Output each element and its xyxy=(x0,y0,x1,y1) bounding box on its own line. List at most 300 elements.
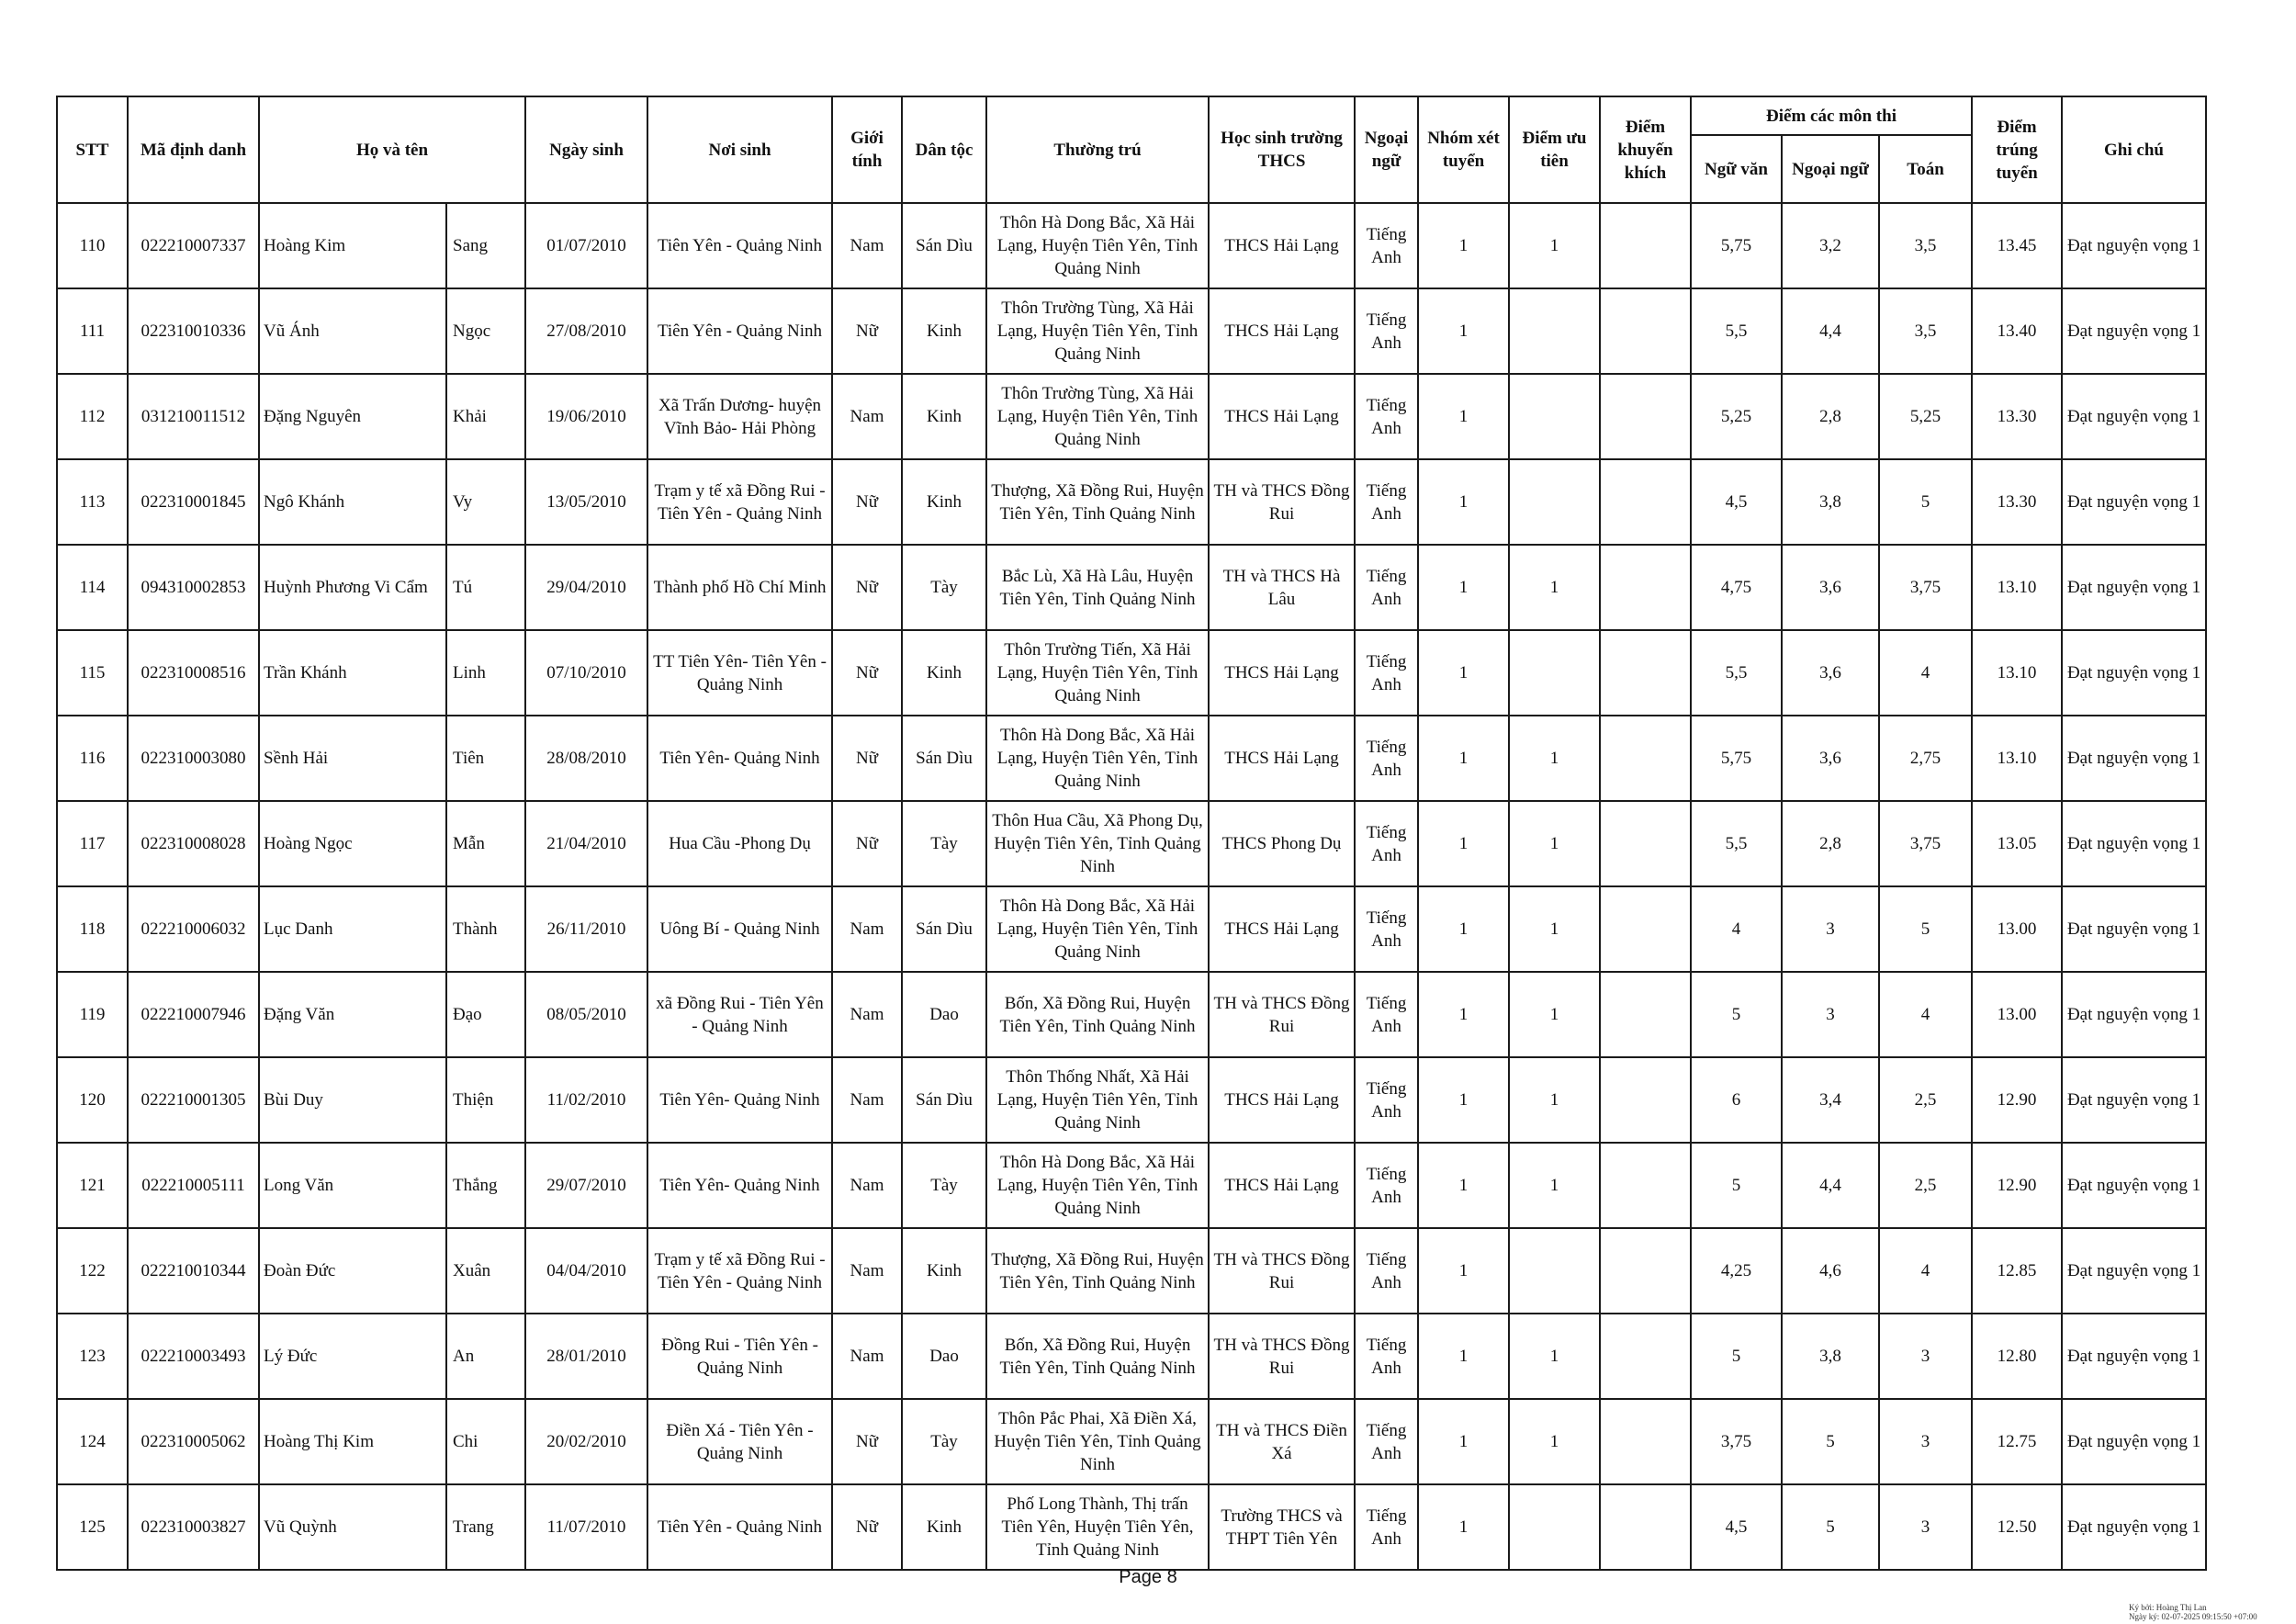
cell-bonus xyxy=(1600,801,1691,886)
table-row xyxy=(57,801,2206,886)
cell-literature-score: 5 xyxy=(1691,972,1782,1057)
cell-priority xyxy=(1509,630,1600,716)
cell-first-name: Đặng Văn xyxy=(259,972,446,1057)
cell-note: Đạt nguyện vọng 1 xyxy=(2062,288,2206,374)
cell-dob: 20/02/2010 xyxy=(525,1399,647,1484)
cell-dob: 21/04/2010 xyxy=(525,801,647,886)
cell-math-score: 4 xyxy=(1879,630,1972,716)
cell-residence: Thôn Hà Dong Bắc, Xã Hải Lạng, Huyện Tiên Yên, Tỉnh Quảng Ninh xyxy=(986,203,1209,288)
cell-dob: 28/01/2010 xyxy=(525,1314,647,1399)
col-header-priority: Điểm ưu tiên xyxy=(1509,96,1600,203)
cell-math-score: 4 xyxy=(1879,1228,1972,1314)
cell-total-score: 12.90 xyxy=(1972,1143,2062,1228)
cell-residence: Thôn Trường Tiến, Xã Hải Lạng, Huyện Tiên Yên, Tỉnh Quảng Ninh xyxy=(986,630,1209,716)
cell-math-score: 2,5 xyxy=(1879,1057,1972,1143)
cell-residence: Thôn Trường Tùng, Xã Hải Lạng, Huyện Tiên Yên, Tỉnh Quảng Ninh xyxy=(986,374,1209,459)
cell-last-name: Linh xyxy=(446,630,525,716)
cell-first-name: Bùi Duy xyxy=(259,1057,446,1143)
cell-priority xyxy=(1509,288,1600,374)
cell-stt: 119 xyxy=(57,972,128,1057)
table-row xyxy=(57,630,2206,716)
cell-school: THCS Hải Lạng xyxy=(1209,1143,1355,1228)
cell-total-score: 13.00 xyxy=(1972,972,2062,1057)
cell-literature-score: 3,75 xyxy=(1691,1399,1782,1484)
cell-gender: Nam xyxy=(832,1143,902,1228)
cell-group: 1 xyxy=(1418,886,1509,972)
cell-school: Trường THCS và THPT Tiên Yên xyxy=(1209,1484,1355,1570)
cell-math-score: 3,5 xyxy=(1879,203,1972,288)
col-header-school: Học sinh trường THCS xyxy=(1209,96,1355,203)
cell-last-name: An xyxy=(446,1314,525,1399)
cell-residence: Thôn Pắc Phai, Xã Điền Xá, Huyện Tiên Yên, Tỉnh Quảng Ninh xyxy=(986,1399,1209,1484)
cell-first-name: Long Văn xyxy=(259,1143,446,1228)
cell-last-name: Vy xyxy=(446,459,525,545)
admission-results-table xyxy=(56,96,2207,1571)
cell-last-name: Tú xyxy=(446,545,525,630)
cell-first-name: Lý Đức xyxy=(259,1314,446,1399)
cell-language: Tiếng Anh xyxy=(1355,1228,1418,1314)
cell-total-score: 13.10 xyxy=(1972,716,2062,801)
cell-math-score: 2,75 xyxy=(1879,716,1972,801)
cell-gender: Nữ xyxy=(832,459,902,545)
cell-bonus xyxy=(1600,288,1691,374)
col-header-gender: Giới tính xyxy=(832,96,902,203)
cell-residence: Thôn Hà Dong Bắc, Xã Hải Lạng, Huyện Tiên Yên, Tỉnh Quảng Ninh xyxy=(986,716,1209,801)
cell-ethnicity: Dao xyxy=(902,1314,986,1399)
cell-math-score: 5 xyxy=(1879,886,1972,972)
cell-foreign-language-score: 3,8 xyxy=(1782,1314,1879,1399)
cell-school: TH và THCS Đồng Rui xyxy=(1209,972,1355,1057)
cell-group: 1 xyxy=(1418,1143,1509,1228)
cell-foreign-language-score: 3 xyxy=(1782,972,1879,1057)
cell-bonus xyxy=(1600,1057,1691,1143)
col-header-language: Ngoại ngữ xyxy=(1355,96,1418,203)
cell-foreign-language-score: 4,4 xyxy=(1782,288,1879,374)
cell-math-score: 3 xyxy=(1879,1484,1972,1570)
cell-literature-score: 4,25 xyxy=(1691,1228,1782,1314)
cell-first-name: Trần Khánh xyxy=(259,630,446,716)
cell-math-score: 3 xyxy=(1879,1399,1972,1484)
cell-school: TH và THCS Đồng Rui xyxy=(1209,1314,1355,1399)
cell-gender: Nam xyxy=(832,972,902,1057)
col-header-total: Điểm trúng tuyển xyxy=(1972,96,2062,203)
cell-birthplace: Tiên Yên- Quảng Ninh xyxy=(647,1143,832,1228)
cell-last-name: Ngọc xyxy=(446,288,525,374)
cell-group: 1 xyxy=(1418,1314,1509,1399)
cell-stt: 116 xyxy=(57,716,128,801)
cell-first-name: Vũ Quỳnh xyxy=(259,1484,446,1570)
cell-bonus xyxy=(1600,545,1691,630)
cell-school: TH và THCS Đồng Rui xyxy=(1209,459,1355,545)
cell-last-name: Đạo xyxy=(446,972,525,1057)
cell-id: 022210001305 xyxy=(128,1057,259,1143)
cell-ethnicity: Kinh xyxy=(902,459,986,545)
cell-residence: Thượng, Xã Đồng Rui, Huyện Tiên Yên, Tỉnh Quảng Ninh xyxy=(986,459,1209,545)
cell-note: Đạt nguyện vọng 1 xyxy=(2062,716,2206,801)
col-header-name: Họ và tên xyxy=(259,96,525,203)
cell-total-score: 13.40 xyxy=(1972,288,2062,374)
cell-note: Đạt nguyện vọng 1 xyxy=(2062,1484,2206,1570)
cell-math-score: 2,5 xyxy=(1879,1143,1972,1228)
signature-signer: Ký bởi: Hoàng Thị Lan xyxy=(2129,1603,2207,1612)
cell-foreign-language-score: 2,8 xyxy=(1782,374,1879,459)
cell-id: 094310002853 xyxy=(128,545,259,630)
cell-gender: Nữ xyxy=(832,801,902,886)
cell-last-name: Thắng xyxy=(446,1143,525,1228)
cell-note: Đạt nguyện vọng 1 xyxy=(2062,801,2206,886)
cell-literature-score: 5 xyxy=(1691,1314,1782,1399)
cell-gender: Nữ xyxy=(832,630,902,716)
cell-total-score: 13.00 xyxy=(1972,886,2062,972)
cell-birthplace: Trạm y tế xã Đồng Rui - Tiên Yên - Quảng Ninh xyxy=(647,459,832,545)
cell-school: THCS Hải Lạng xyxy=(1209,886,1355,972)
cell-dob: 27/08/2010 xyxy=(525,288,647,374)
cell-stt: 117 xyxy=(57,801,128,886)
cell-residence: Thôn Thống Nhất, Xã Hải Lạng, Huyện Tiên Yên, Tỉnh Quảng Ninh xyxy=(986,1057,1209,1143)
cell-total-score: 13.10 xyxy=(1972,630,2062,716)
cell-ethnicity: Dao xyxy=(902,972,986,1057)
cell-language: Tiếng Anh xyxy=(1355,545,1418,630)
cell-foreign-language-score: 3,6 xyxy=(1782,716,1879,801)
cell-foreign-language-score: 3,2 xyxy=(1782,203,1879,288)
cell-first-name: Đoàn Đức xyxy=(259,1228,446,1314)
cell-birthplace: Tiên Yên- Quảng Ninh xyxy=(647,716,832,801)
cell-foreign-language-score: 3 xyxy=(1782,886,1879,972)
cell-last-name: Sang xyxy=(446,203,525,288)
table-row xyxy=(57,374,2206,459)
cell-language: Tiếng Anh xyxy=(1355,801,1418,886)
table-row xyxy=(57,1399,2206,1484)
cell-language: Tiếng Anh xyxy=(1355,1484,1418,1570)
cell-first-name: Vũ Ánh xyxy=(259,288,446,374)
cell-school: TH và THCS Đồng Rui xyxy=(1209,1228,1355,1314)
cell-id: 022310008028 xyxy=(128,801,259,886)
cell-stt: 112 xyxy=(57,374,128,459)
cell-last-name: Thiện xyxy=(446,1057,525,1143)
cell-ethnicity: Tày xyxy=(902,1399,986,1484)
cell-gender: Nữ xyxy=(832,1399,902,1484)
cell-school: THCS Hải Lạng xyxy=(1209,1057,1355,1143)
cell-literature-score: 6 xyxy=(1691,1057,1782,1143)
cell-gender: Nam xyxy=(832,1228,902,1314)
cell-id: 022210003493 xyxy=(128,1314,259,1399)
col-header-group: Nhóm xét tuyển xyxy=(1418,96,1509,203)
cell-stt: 118 xyxy=(57,886,128,972)
cell-literature-score: 4,5 xyxy=(1691,459,1782,545)
cell-language: Tiếng Anh xyxy=(1355,1314,1418,1399)
cell-math-score: 4 xyxy=(1879,972,1972,1057)
cell-literature-score: 5,75 xyxy=(1691,716,1782,801)
cell-ethnicity: Sán Dìu xyxy=(902,1057,986,1143)
col-header-foreign-language: Ngoại ngữ xyxy=(1782,135,1879,203)
cell-language: Tiếng Anh xyxy=(1355,972,1418,1057)
cell-total-score: 12.85 xyxy=(1972,1228,2062,1314)
cell-priority: 1 xyxy=(1509,1143,1600,1228)
page-number: Page 8 xyxy=(1119,1567,1177,1587)
col-header-note: Ghi chú xyxy=(2062,96,2206,203)
col-header-bonus: Điểm khuyến khích xyxy=(1600,96,1691,203)
cell-math-score: 3,75 xyxy=(1879,545,1972,630)
cell-residence: Bốn, Xã Đồng Rui, Huyện Tiên Yên, Tỉnh Quảng Ninh xyxy=(986,1314,1209,1399)
cell-birthplace: Hua Cầu -Phong Dụ xyxy=(647,801,832,886)
cell-stt: 123 xyxy=(57,1314,128,1399)
cell-first-name: Đặng Nguyên xyxy=(259,374,446,459)
cell-language: Tiếng Anh xyxy=(1355,374,1418,459)
cell-literature-score: 4,75 xyxy=(1691,545,1782,630)
cell-language: Tiếng Anh xyxy=(1355,203,1418,288)
cell-birthplace: Tiên Yên - Quảng Ninh xyxy=(647,1484,832,1570)
cell-foreign-language-score: 2,8 xyxy=(1782,801,1879,886)
cell-group: 1 xyxy=(1418,1057,1509,1143)
cell-gender: Nữ xyxy=(832,545,902,630)
cell-id: 022310001845 xyxy=(128,459,259,545)
cell-stt: 114 xyxy=(57,545,128,630)
cell-literature-score: 5 xyxy=(1691,1143,1782,1228)
cell-literature-score: 4 xyxy=(1691,886,1782,972)
cell-bonus xyxy=(1600,459,1691,545)
cell-bonus xyxy=(1600,630,1691,716)
table-row xyxy=(57,716,2206,801)
table-row xyxy=(57,459,2206,545)
table-row xyxy=(57,545,2206,630)
col-header-residence: Thường trú xyxy=(986,96,1209,203)
col-header-stt: STT xyxy=(57,96,128,203)
cell-note: Đạt nguyện vọng 1 xyxy=(2062,1228,2206,1314)
table-row xyxy=(57,1228,2206,1314)
cell-literature-score: 5,5 xyxy=(1691,630,1782,716)
cell-literature-score: 5,75 xyxy=(1691,203,1782,288)
cell-id: 022210005111 xyxy=(128,1143,259,1228)
cell-language: Tiếng Anh xyxy=(1355,630,1418,716)
cell-birthplace: Trạm y tế xã Đồng Rui - Tiên Yên - Quảng Ninh xyxy=(647,1228,832,1314)
cell-total-score: 13.45 xyxy=(1972,203,2062,288)
cell-total-score: 12.80 xyxy=(1972,1314,2062,1399)
cell-priority: 1 xyxy=(1509,1399,1600,1484)
cell-bonus xyxy=(1600,374,1691,459)
table-row xyxy=(57,1057,2206,1143)
cell-bonus xyxy=(1600,1314,1691,1399)
cell-foreign-language-score: 3,4 xyxy=(1782,1057,1879,1143)
cell-residence: Thôn Trường Tùng, Xã Hải Lạng, Huyện Tiên Yên, Tỉnh Quảng Ninh xyxy=(986,288,1209,374)
cell-id: 022310010336 xyxy=(128,288,259,374)
cell-language: Tiếng Anh xyxy=(1355,288,1418,374)
cell-ethnicity: Tày xyxy=(902,801,986,886)
cell-total-score: 13.30 xyxy=(1972,459,2062,545)
cell-residence: Thượng, Xã Đồng Rui, Huyện Tiên Yên, Tỉnh Quảng Ninh xyxy=(986,1228,1209,1314)
cell-last-name: Tiên xyxy=(446,716,525,801)
cell-priority: 1 xyxy=(1509,545,1600,630)
cell-id: 022310003080 xyxy=(128,716,259,801)
cell-language: Tiếng Anh xyxy=(1355,459,1418,545)
cell-last-name: Xuân xyxy=(446,1228,525,1314)
cell-group: 1 xyxy=(1418,545,1509,630)
cell-math-score: 3,5 xyxy=(1879,288,1972,374)
cell-stt: 111 xyxy=(57,288,128,374)
cell-school: TH và THCS Điền Xá xyxy=(1209,1399,1355,1484)
cell-residence: Bốn, Xã Đồng Rui, Huyện Tiên Yên, Tỉnh Quảng Ninh xyxy=(986,972,1209,1057)
cell-residence: Phố Long Thành, Thị trấn Tiên Yên, Huyện Tiên Yên, Tỉnh Quảng Ninh xyxy=(986,1484,1209,1570)
cell-dob: 11/07/2010 xyxy=(525,1484,647,1570)
cell-math-score: 3,75 xyxy=(1879,801,1972,886)
cell-school: THCS Hải Lạng xyxy=(1209,716,1355,801)
table-row xyxy=(57,288,2206,374)
cell-priority: 1 xyxy=(1509,972,1600,1057)
cell-id: 022210010344 xyxy=(128,1228,259,1314)
cell-first-name: Lục Danh xyxy=(259,886,446,972)
cell-priority xyxy=(1509,1228,1600,1314)
cell-note: Đạt nguyện vọng 1 xyxy=(2062,630,2206,716)
cell-id: 022210007946 xyxy=(128,972,259,1057)
col-header-scores-group: Điểm các môn thi xyxy=(1691,96,1972,135)
cell-bonus xyxy=(1600,203,1691,288)
cell-first-name: Ngô Khánh xyxy=(259,459,446,545)
cell-literature-score: 5,5 xyxy=(1691,288,1782,374)
cell-group: 1 xyxy=(1418,801,1509,886)
cell-first-name: Huỳnh Phương Vi Cẩm xyxy=(259,545,446,630)
cell-math-score: 5 xyxy=(1879,459,1972,545)
cell-id: 022310008516 xyxy=(128,630,259,716)
cell-dob: 26/11/2010 xyxy=(525,886,647,972)
table-row xyxy=(57,1143,2206,1228)
cell-priority xyxy=(1509,374,1600,459)
table-row xyxy=(57,1314,2206,1399)
cell-literature-score: 5,5 xyxy=(1691,801,1782,886)
cell-note: Đạt nguyện vọng 1 xyxy=(2062,1399,2206,1484)
cell-bonus xyxy=(1600,886,1691,972)
cell-dob: 13/05/2010 xyxy=(525,459,647,545)
cell-bonus xyxy=(1600,1484,1691,1570)
signature-date: Ngày ký: 02-07-2025 09:15:50 +07:00 xyxy=(2129,1612,2257,1621)
cell-foreign-language-score: 5 xyxy=(1782,1484,1879,1570)
cell-group: 1 xyxy=(1418,716,1509,801)
cell-birthplace: Tiên Yên- Quảng Ninh xyxy=(647,1057,832,1143)
cell-ethnicity: Sán Dìu xyxy=(902,716,986,801)
cell-foreign-language-score: 4,4 xyxy=(1782,1143,1879,1228)
col-header-ethnicity: Dân tộc xyxy=(902,96,986,203)
cell-gender: Nữ xyxy=(832,288,902,374)
table-row xyxy=(57,1484,2206,1570)
cell-literature-score: 4,5 xyxy=(1691,1484,1782,1570)
cell-residence: Thôn Hà Dong Bắc, Xã Hải Lạng, Huyện Tiên Yên, Tỉnh Quảng Ninh xyxy=(986,886,1209,972)
col-header-dob: Ngày sinh xyxy=(525,96,647,203)
cell-first-name: Hoàng Ngọc xyxy=(259,801,446,886)
cell-school: THCS Hải Lạng xyxy=(1209,288,1355,374)
cell-literature-score: 5,25 xyxy=(1691,374,1782,459)
cell-priority: 1 xyxy=(1509,1314,1600,1399)
cell-note: Đạt nguyện vọng 1 xyxy=(2062,1143,2206,1228)
cell-gender: Nữ xyxy=(832,1484,902,1570)
cell-gender: Nam xyxy=(832,374,902,459)
cell-ethnicity: Sán Dìu xyxy=(902,886,986,972)
cell-first-name: Sềnh Hải xyxy=(259,716,446,801)
cell-dob: 29/04/2010 xyxy=(525,545,647,630)
cell-note: Đạt nguyện vọng 1 xyxy=(2062,1057,2206,1143)
cell-foreign-language-score: 3,6 xyxy=(1782,545,1879,630)
col-header-math: Toán xyxy=(1879,135,1972,203)
cell-birthplace: Xã Trấn Dương- huyện Vĩnh Bảo- Hải Phòng xyxy=(647,374,832,459)
cell-id: 022310003827 xyxy=(128,1484,259,1570)
cell-language: Tiếng Anh xyxy=(1355,716,1418,801)
cell-priority: 1 xyxy=(1509,716,1600,801)
cell-priority xyxy=(1509,1484,1600,1570)
digital-signature-stamp xyxy=(2129,1603,2257,1621)
cell-ethnicity: Tày xyxy=(902,545,986,630)
cell-stt: 110 xyxy=(57,203,128,288)
cell-bonus xyxy=(1600,1228,1691,1314)
cell-school: THCS Hải Lạng xyxy=(1209,630,1355,716)
cell-dob: 11/02/2010 xyxy=(525,1057,647,1143)
cell-ethnicity: Kinh xyxy=(902,1484,986,1570)
cell-note: Đạt nguyện vọng 1 xyxy=(2062,203,2206,288)
cell-gender: Nam xyxy=(832,1314,902,1399)
col-header-id: Mã định danh xyxy=(128,96,259,203)
cell-gender: Nam xyxy=(832,203,902,288)
cell-note: Đạt nguyện vọng 1 xyxy=(2062,545,2206,630)
cell-birthplace: Đồng Rui - Tiên Yên - Quảng Ninh xyxy=(647,1314,832,1399)
cell-group: 1 xyxy=(1418,630,1509,716)
cell-ethnicity: Kinh xyxy=(902,374,986,459)
cell-last-name: Trang xyxy=(446,1484,525,1570)
cell-language: Tiếng Anh xyxy=(1355,886,1418,972)
cell-bonus xyxy=(1600,1399,1691,1484)
table-body xyxy=(57,203,2206,1570)
cell-note: Đạt nguyện vọng 1 xyxy=(2062,972,2206,1057)
cell-dob: 19/06/2010 xyxy=(525,374,647,459)
cell-id: 031210011512 xyxy=(128,374,259,459)
cell-math-score: 5,25 xyxy=(1879,374,1972,459)
cell-gender: Nữ xyxy=(832,716,902,801)
cell-birthplace: Tiên Yên - Quảng Ninh xyxy=(647,203,832,288)
cell-stt: 125 xyxy=(57,1484,128,1570)
cell-bonus xyxy=(1600,716,1691,801)
cell-priority: 1 xyxy=(1509,203,1600,288)
cell-id: 022210006032 xyxy=(128,886,259,972)
cell-first-name: Hoàng Thị Kim xyxy=(259,1399,446,1484)
cell-note: Đạt nguyện vọng 1 xyxy=(2062,1314,2206,1399)
cell-total-score: 12.50 xyxy=(1972,1484,2062,1570)
cell-dob: 08/05/2010 xyxy=(525,972,647,1057)
cell-dob: 28/08/2010 xyxy=(525,716,647,801)
cell-note: Đạt nguyện vọng 1 xyxy=(2062,374,2206,459)
cell-priority: 1 xyxy=(1509,1057,1600,1143)
cell-last-name: Thành xyxy=(446,886,525,972)
cell-birthplace: TT Tiên Yên- Tiên Yên - Quảng Ninh xyxy=(647,630,832,716)
cell-last-name: Chi xyxy=(446,1399,525,1484)
cell-residence: Thôn Hua Cầu, Xã Phong Dụ, Huyện Tiên Yên, Tỉnh Quảng Ninh xyxy=(986,801,1209,886)
cell-group: 1 xyxy=(1418,288,1509,374)
cell-dob: 29/07/2010 xyxy=(525,1143,647,1228)
cell-language: Tiếng Anh xyxy=(1355,1057,1418,1143)
cell-math-score: 3 xyxy=(1879,1314,1972,1399)
cell-birthplace: Tiên Yên - Quảng Ninh xyxy=(647,288,832,374)
cell-residence: Thôn Hà Dong Bắc, Xã Hải Lạng, Huyện Tiên Yên, Tỉnh Quảng Ninh xyxy=(986,1143,1209,1228)
header-row-1 xyxy=(57,96,2206,135)
cell-ethnicity: Tày xyxy=(902,1143,986,1228)
cell-group: 1 xyxy=(1418,1399,1509,1484)
cell-school: THCS Phong Dụ xyxy=(1209,801,1355,886)
cell-stt: 124 xyxy=(57,1399,128,1484)
cell-total-score: 13.30 xyxy=(1972,374,2062,459)
cell-dob: 07/10/2010 xyxy=(525,630,647,716)
cell-first-name: Hoàng Kim xyxy=(259,203,446,288)
cell-last-name: Mẫn xyxy=(446,801,525,886)
cell-gender: Nam xyxy=(832,886,902,972)
cell-group: 1 xyxy=(1418,203,1509,288)
col-header-literature: Ngữ văn xyxy=(1691,135,1782,203)
cell-total-score: 12.75 xyxy=(1972,1399,2062,1484)
cell-total-score: 12.90 xyxy=(1972,1057,2062,1143)
cell-priority: 1 xyxy=(1509,801,1600,886)
